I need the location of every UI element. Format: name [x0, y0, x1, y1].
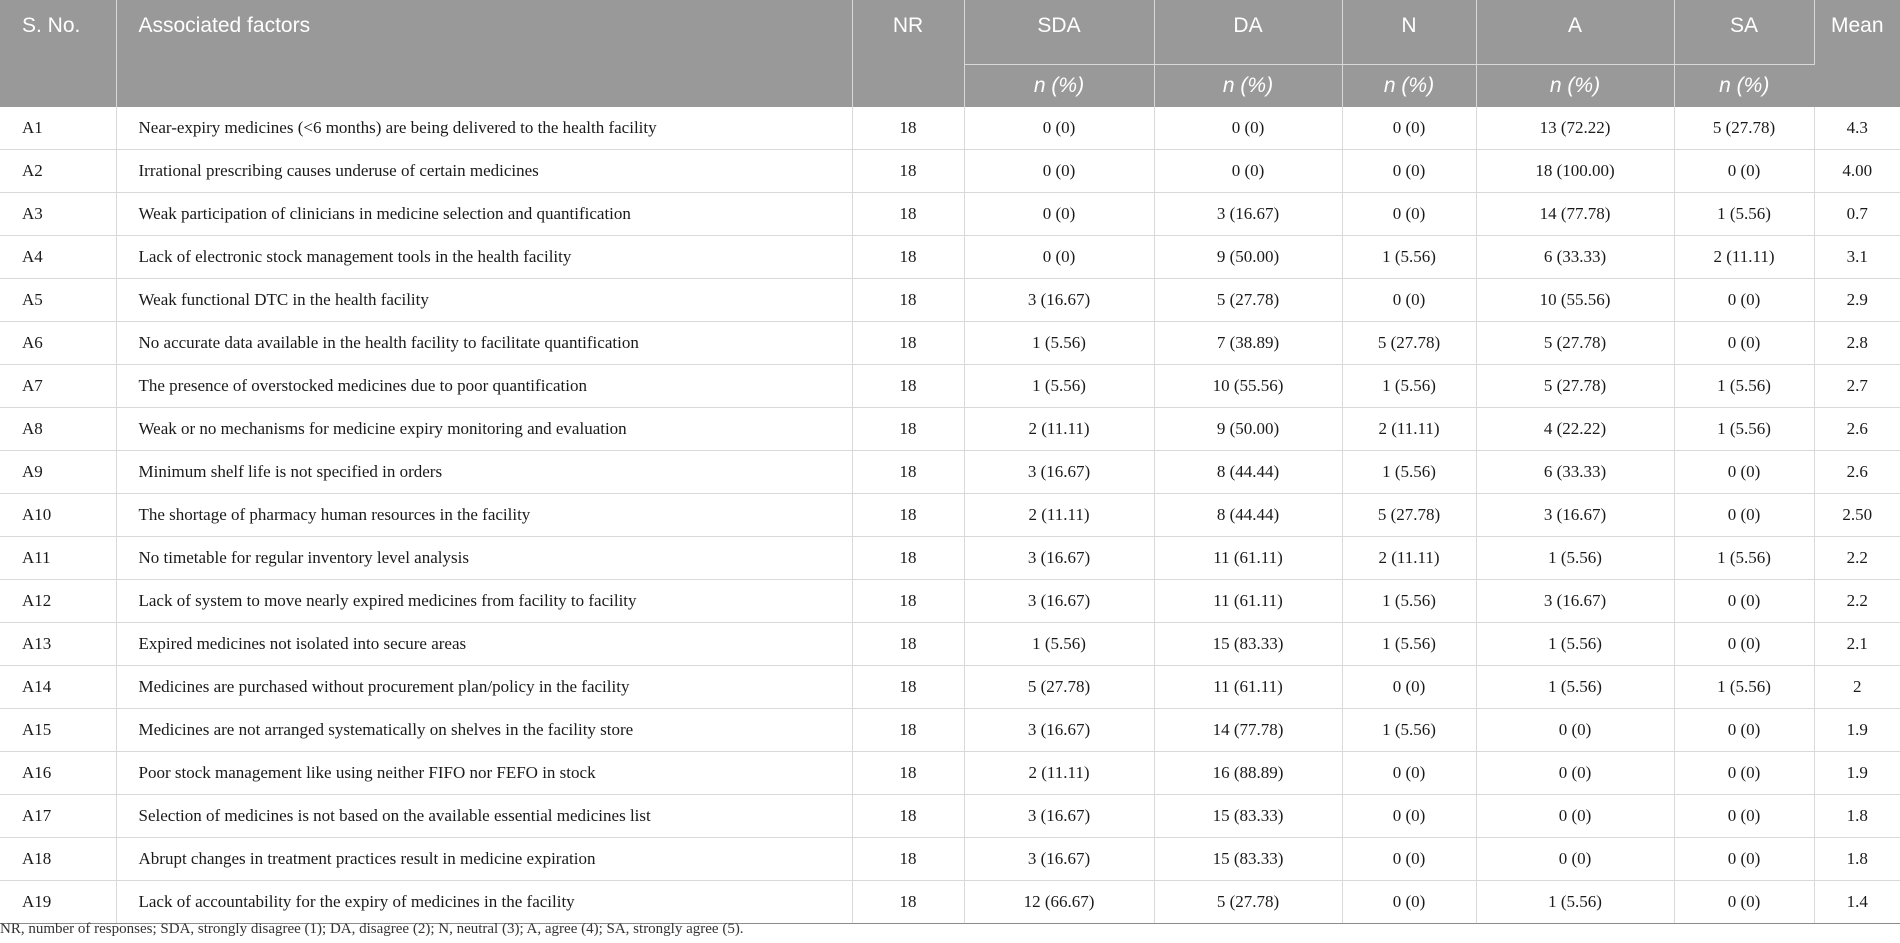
cell-a: 1 (5.56) — [1476, 881, 1674, 924]
cell-nr: 18 — [852, 881, 964, 924]
cell-sda: 1 (5.56) — [964, 623, 1154, 666]
cell-mean: 3.1 — [1814, 236, 1900, 279]
cell-sda: 5 (27.78) — [964, 666, 1154, 709]
table-row — [0, 752, 1900, 795]
cell-mean: 1.4 — [1814, 881, 1900, 924]
table-footnote: NR, number of responses; SDA, strongly disagree (1); DA, disagree (2); N, neutral (3); A, agree (4); SA, strongly agree (5). — [0, 921, 744, 937]
cell-a: 18 (100.00) — [1476, 150, 1674, 193]
cell-sno: A18 — [0, 838, 116, 881]
cell-n: 0 (0) — [1342, 752, 1476, 795]
cell-sda: 2 (11.11) — [964, 752, 1154, 795]
header-n: N — [1342, 0, 1476, 65]
subheader-n-pct: n (%) — [964, 65, 1154, 108]
cell-sno: A19 — [0, 881, 116, 924]
cell-sda: 1 (5.56) — [964, 322, 1154, 365]
cell-nr: 18 — [852, 365, 964, 408]
cell-sa: 0 (0) — [1674, 623, 1814, 666]
cell-sda: 3 (16.67) — [964, 580, 1154, 623]
cell-sno: A3 — [0, 193, 116, 236]
cell-a: 4 (22.22) — [1476, 408, 1674, 451]
cell-a: 0 (0) — [1476, 752, 1674, 795]
cell-mean: 4.3 — [1814, 107, 1900, 150]
table-row — [0, 623, 1900, 666]
cell-sno: A9 — [0, 451, 116, 494]
cell-mean: 2.9 — [1814, 279, 1900, 322]
cell-nr: 18 — [852, 537, 964, 580]
cell-n: 1 (5.56) — [1342, 236, 1476, 279]
cell-a: 1 (5.56) — [1476, 666, 1674, 709]
cell-sa: 0 (0) — [1674, 279, 1814, 322]
cell-n: 0 (0) — [1342, 193, 1476, 236]
cell-da: 0 (0) — [1154, 150, 1342, 193]
cell-sno: A1 — [0, 107, 116, 150]
cell-a: 10 (55.56) — [1476, 279, 1674, 322]
cell-a: 3 (16.67) — [1476, 494, 1674, 537]
cell-sa: 1 (5.56) — [1674, 408, 1814, 451]
cell-a: 0 (0) — [1476, 709, 1674, 752]
cell-nr: 18 — [852, 623, 964, 666]
cell-a: 6 (33.33) — [1476, 236, 1674, 279]
cell-da: 9 (50.00) — [1154, 236, 1342, 279]
cell-sa: 0 (0) — [1674, 881, 1814, 924]
cell-nr: 18 — [852, 322, 964, 365]
cell-n: 1 (5.56) — [1342, 623, 1476, 666]
cell-nr: 18 — [852, 795, 964, 838]
cell-factor: Lack of accountability for the expiry of medicines in the facility — [116, 881, 852, 924]
cell-mean: 2.2 — [1814, 537, 1900, 580]
cell-factor: Medicines are purchased without procurement plan/policy in the facility — [116, 666, 852, 709]
subheader-n-pct: n (%) — [1154, 65, 1342, 108]
cell-n: 0 (0) — [1342, 107, 1476, 150]
cell-factor: Lack of electronic stock management tools in the health facility — [116, 236, 852, 279]
cell-nr: 18 — [852, 408, 964, 451]
cell-sa: 0 (0) — [1674, 494, 1814, 537]
cell-sno: A15 — [0, 709, 116, 752]
cell-sa: 1 (5.56) — [1674, 365, 1814, 408]
table-row — [0, 881, 1900, 924]
table-row — [0, 795, 1900, 838]
cell-sno: A7 — [0, 365, 116, 408]
cell-nr: 18 — [852, 752, 964, 795]
cell-nr: 18 — [852, 580, 964, 623]
cell-factor: Selection of medicines is not based on the available essential medicines list — [116, 795, 852, 838]
cell-sda: 2 (11.11) — [964, 494, 1154, 537]
cell-sno: A6 — [0, 322, 116, 365]
cell-da: 11 (61.11) — [1154, 666, 1342, 709]
cell-sno: A5 — [0, 279, 116, 322]
header-sda: SDA — [964, 0, 1154, 65]
cell-n: 0 (0) — [1342, 881, 1476, 924]
cell-da: 8 (44.44) — [1154, 494, 1342, 537]
cell-da: 15 (83.33) — [1154, 795, 1342, 838]
cell-a: 5 (27.78) — [1476, 365, 1674, 408]
table-header — [0, 0, 1900, 107]
subheader-n-pct: n (%) — [1476, 65, 1674, 108]
cell-da: 0 (0) — [1154, 107, 1342, 150]
cell-da: 15 (83.33) — [1154, 623, 1342, 666]
cell-sda: 0 (0) — [964, 193, 1154, 236]
cell-nr: 18 — [852, 709, 964, 752]
header-da: DA — [1154, 0, 1342, 65]
cell-da: 7 (38.89) — [1154, 322, 1342, 365]
cell-da: 5 (27.78) — [1154, 881, 1342, 924]
cell-sno: A14 — [0, 666, 116, 709]
cell-factor: Weak participation of clinicians in medicine selection and quantification — [116, 193, 852, 236]
table-row — [0, 408, 1900, 451]
cell-a: 0 (0) — [1476, 795, 1674, 838]
cell-sda: 3 (16.67) — [964, 838, 1154, 881]
cell-mean: 2.8 — [1814, 322, 1900, 365]
header-mean: Mean — [1814, 0, 1900, 107]
cell-mean: 2 — [1814, 666, 1900, 709]
cell-nr: 18 — [852, 150, 964, 193]
cell-factor: Near-expiry medicines (<6 months) are being delivered to the health facility — [116, 107, 852, 150]
cell-sno: A4 — [0, 236, 116, 279]
table-row — [0, 451, 1900, 494]
header-nr: NR — [852, 0, 964, 107]
cell-da: 14 (77.78) — [1154, 709, 1342, 752]
cell-da: 15 (83.33) — [1154, 838, 1342, 881]
cell-nr: 18 — [852, 107, 964, 150]
table-row — [0, 580, 1900, 623]
subheader-n-pct: n (%) — [1674, 65, 1814, 108]
header-row — [0, 0, 1900, 65]
cell-n: 5 (27.78) — [1342, 494, 1476, 537]
cell-mean: 2.7 — [1814, 365, 1900, 408]
cell-factor: Weak or no mechanisms for medicine expiry monitoring and evaluation — [116, 408, 852, 451]
header-sno: S. No. — [0, 0, 116, 107]
cell-mean: 1.8 — [1814, 795, 1900, 838]
cell-da: 9 (50.00) — [1154, 408, 1342, 451]
cell-mean: 0.7 — [1814, 193, 1900, 236]
cell-sda: 3 (16.67) — [964, 795, 1154, 838]
cell-sda: 3 (16.67) — [964, 537, 1154, 580]
cell-sa: 0 (0) — [1674, 838, 1814, 881]
cell-sa: 0 (0) — [1674, 709, 1814, 752]
cell-factor: The shortage of pharmacy human resources in the facility — [116, 494, 852, 537]
cell-sno: A11 — [0, 537, 116, 580]
cell-da: 11 (61.11) — [1154, 580, 1342, 623]
cell-factor: No timetable for regular inventory level analysis — [116, 537, 852, 580]
cell-factor: Lack of system to move nearly expired medicines from facility to facility — [116, 580, 852, 623]
table-row — [0, 838, 1900, 881]
cell-sa: 0 (0) — [1674, 580, 1814, 623]
cell-da: 5 (27.78) — [1154, 279, 1342, 322]
header-a: A — [1476, 0, 1674, 65]
cell-sda: 12 (66.67) — [964, 881, 1154, 924]
cell-nr: 18 — [852, 838, 964, 881]
cell-factor: No accurate data available in the health facility to facilitate quantification — [116, 322, 852, 365]
cell-sno: A2 — [0, 150, 116, 193]
cell-a: 14 (77.78) — [1476, 193, 1674, 236]
cell-sa: 0 (0) — [1674, 322, 1814, 365]
cell-sda: 0 (0) — [964, 107, 1154, 150]
cell-mean: 2.1 — [1814, 623, 1900, 666]
table-row — [0, 494, 1900, 537]
cell-da: 8 (44.44) — [1154, 451, 1342, 494]
cell-mean: 1.8 — [1814, 838, 1900, 881]
cell-sa: 1 (5.56) — [1674, 666, 1814, 709]
cell-factor: Weak functional DTC in the health facility — [116, 279, 852, 322]
cell-factor: Expired medicines not isolated into secure areas — [116, 623, 852, 666]
cell-factor: Abrupt changes in treatment practices result in medicine expiration — [116, 838, 852, 881]
cell-mean: 2.6 — [1814, 451, 1900, 494]
table-row — [0, 709, 1900, 752]
table-row — [0, 150, 1900, 193]
cell-sa: 2 (11.11) — [1674, 236, 1814, 279]
table-body — [0, 107, 1900, 924]
cell-n: 2 (11.11) — [1342, 537, 1476, 580]
cell-nr: 18 — [852, 666, 964, 709]
header-associated-factors: Associated factors — [116, 0, 852, 107]
cell-mean: 2.6 — [1814, 408, 1900, 451]
cell-sa: 1 (5.56) — [1674, 193, 1814, 236]
cell-mean: 4.00 — [1814, 150, 1900, 193]
cell-sda: 1 (5.56) — [964, 365, 1154, 408]
cell-sno: A16 — [0, 752, 116, 795]
table-row — [0, 279, 1900, 322]
cell-a: 0 (0) — [1476, 838, 1674, 881]
cell-sa: 0 (0) — [1674, 451, 1814, 494]
cell-sda: 2 (11.11) — [964, 408, 1154, 451]
cell-sa: 5 (27.78) — [1674, 107, 1814, 150]
table-row — [0, 537, 1900, 580]
cell-mean: 2.50 — [1814, 494, 1900, 537]
cell-sno: A17 — [0, 795, 116, 838]
cell-nr: 18 — [852, 236, 964, 279]
cell-n: 0 (0) — [1342, 150, 1476, 193]
cell-a: 1 (5.56) — [1476, 537, 1674, 580]
cell-a: 1 (5.56) — [1476, 623, 1674, 666]
cell-sda: 0 (0) — [964, 236, 1154, 279]
cell-factor: Poor stock management like using neither FIFO nor FEFO in stock — [116, 752, 852, 795]
cell-n: 5 (27.78) — [1342, 322, 1476, 365]
cell-a: 5 (27.78) — [1476, 322, 1674, 365]
cell-sno: A8 — [0, 408, 116, 451]
cell-factor: The presence of overstocked medicines due to poor quantification — [116, 365, 852, 408]
cell-n: 1 (5.56) — [1342, 709, 1476, 752]
table-row — [0, 322, 1900, 365]
cell-sa: 1 (5.56) — [1674, 537, 1814, 580]
cell-n: 0 (0) — [1342, 838, 1476, 881]
cell-n: 2 (11.11) — [1342, 408, 1476, 451]
cell-nr: 18 — [852, 451, 964, 494]
cell-sda: 3 (16.67) — [964, 451, 1154, 494]
cell-da: 10 (55.56) — [1154, 365, 1342, 408]
cell-a: 3 (16.67) — [1476, 580, 1674, 623]
cell-sa: 0 (0) — [1674, 752, 1814, 795]
cell-n: 1 (5.56) — [1342, 580, 1476, 623]
cell-factor: Medicines are not arranged systematically on shelves in the facility store — [116, 709, 852, 752]
cell-mean: 2.2 — [1814, 580, 1900, 623]
cell-sno: A13 — [0, 623, 116, 666]
cell-nr: 18 — [852, 279, 964, 322]
table-row — [0, 107, 1900, 150]
cell-nr: 18 — [852, 193, 964, 236]
cell-sa: 0 (0) — [1674, 150, 1814, 193]
cell-mean: 1.9 — [1814, 709, 1900, 752]
table-row — [0, 365, 1900, 408]
cell-mean: 1.9 — [1814, 752, 1900, 795]
header-sa: SA — [1674, 0, 1814, 65]
cell-da: 3 (16.67) — [1154, 193, 1342, 236]
cell-sa: 0 (0) — [1674, 795, 1814, 838]
cell-da: 16 (88.89) — [1154, 752, 1342, 795]
table-row — [0, 666, 1900, 709]
cell-a: 6 (33.33) — [1476, 451, 1674, 494]
table-row — [0, 236, 1900, 279]
cell-n: 0 (0) — [1342, 666, 1476, 709]
cell-factor: Irrational prescribing causes underuse of certain medicines — [116, 150, 852, 193]
cell-n: 1 (5.56) — [1342, 365, 1476, 408]
cell-nr: 18 — [852, 494, 964, 537]
subheader-n-pct: n (%) — [1342, 65, 1476, 108]
cell-n: 0 (0) — [1342, 279, 1476, 322]
cell-sno: A10 — [0, 494, 116, 537]
cell-n: 0 (0) — [1342, 795, 1476, 838]
table-row — [0, 193, 1900, 236]
cell-sno: A12 — [0, 580, 116, 623]
cell-da: 11 (61.11) — [1154, 537, 1342, 580]
cell-sda: 0 (0) — [964, 150, 1154, 193]
cell-a: 13 (72.22) — [1476, 107, 1674, 150]
cell-sda: 3 (16.67) — [964, 279, 1154, 322]
cell-n: 1 (5.56) — [1342, 451, 1476, 494]
cell-factor: Minimum shelf life is not specified in orders — [116, 451, 852, 494]
cell-sda: 3 (16.67) — [964, 709, 1154, 752]
